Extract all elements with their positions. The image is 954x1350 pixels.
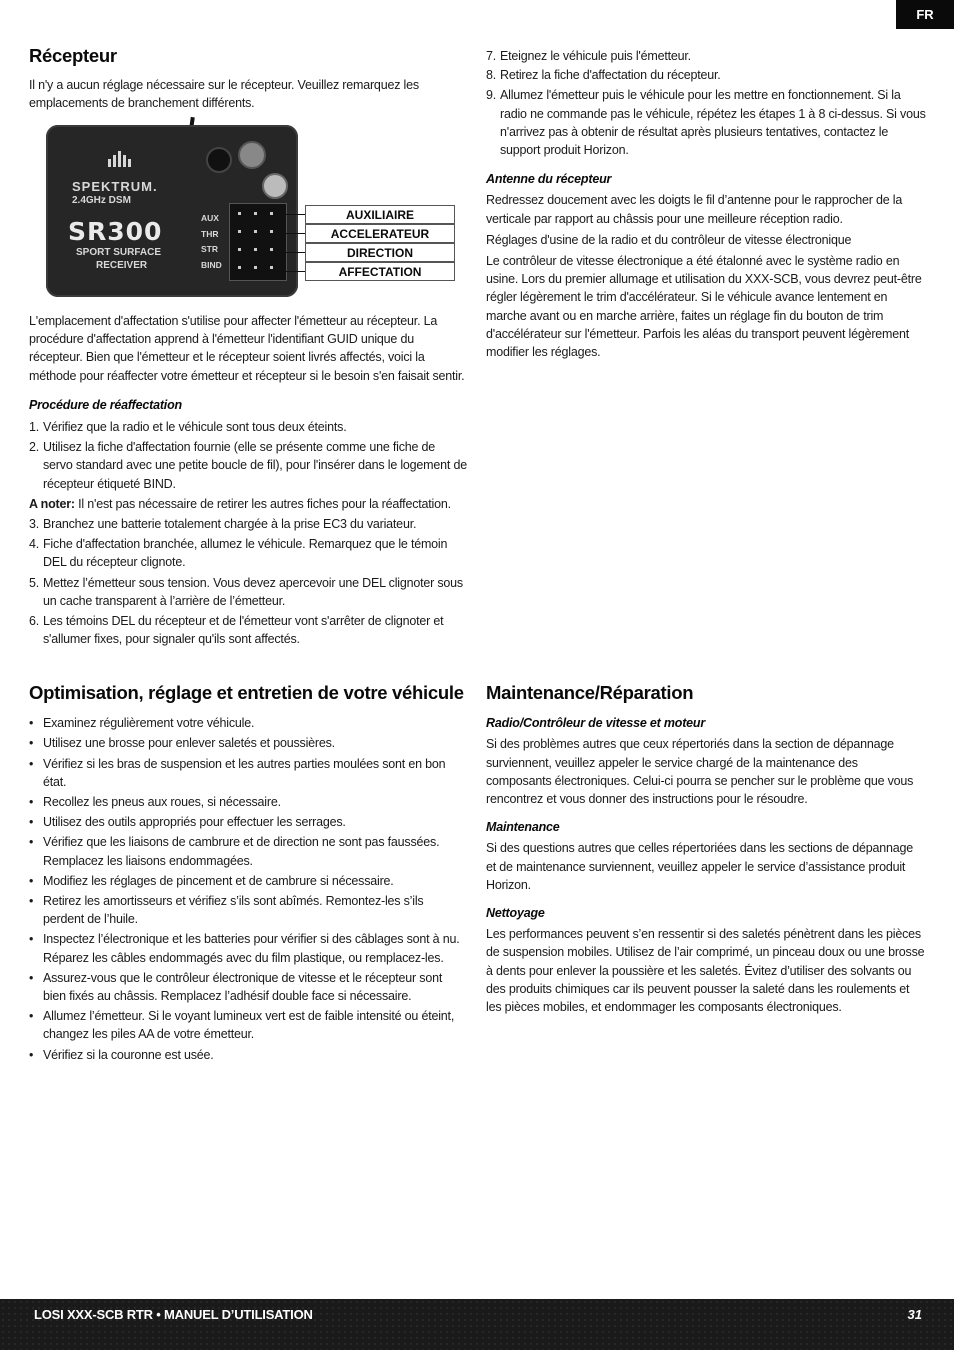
callout-label: AFFECTATION: [305, 262, 455, 281]
list-item: • Allumez l’émetteur. Si le voyant lumineux vert est de faible intensité ou éteint, changez les piles AA de votre émetteur.: [29, 1009, 455, 1042]
note-line: [29, 495, 467, 513]
callout-line: [284, 271, 306, 272]
list-item: • Vérifiez que les liaisons de cambrure et de direction ne sont pas faussées. Remplacez les liaisons endommagées.: [29, 835, 440, 868]
receiver-model: SR300: [68, 217, 163, 246]
receiver-figure: [40, 117, 460, 302]
maintenance-subtitle: Maintenance: [486, 820, 560, 835]
antenna-paragraph: Redressez doucement avec les doigts le fil d’antenne pour le rapprocher de la verticale par rapport au châssis pour une meilleure réception radio.: [486, 193, 903, 226]
list-item: • Modifiez les réglages de pincement et de cambrure si nécessaire.: [29, 873, 394, 888]
bind-section: [29, 312, 467, 648]
maintenance-title: Maintenance/Réparation: [486, 682, 694, 703]
led-icon: [206, 147, 232, 173]
radio-esc-paragraph: Si des problèmes autres que ceux répertoriés dans la section de dépannage surviennent, veuillez appeler le service chargé de la maintenance des composants électroniques. Celui-ci pourra se pencher sur le problème que vous rencontrez et vous donner des instructions pour le résoudre.: [486, 737, 914, 807]
receiver-port-labels: [201, 211, 222, 273]
list-item: 3. Branchez une batterie totalement chargée à la prise EC3 du variateur.: [29, 517, 417, 532]
list-item: 4. Fiche d'affectation branchée, allumez le véhicule. Remarquez que le témoin DEL du récepteur clignote.: [29, 537, 448, 570]
list-item: 5. Mettez l’émetteur sous tension. Vous devez apercevoir une DEL clignoter sous un cache transparent à l’arrière de l’émetteur.: [29, 575, 463, 608]
list-item: 1. Vérifiez que la radio et le véhicule sont tous deux éteints.: [29, 420, 347, 435]
note-text: Il n'est pas nécessaire de retirer les autres fiches pour la réaffectation.: [74, 496, 451, 511]
receiver-brand: SPEKTRUM.: [72, 179, 158, 194]
knob-icon: [262, 173, 288, 199]
list-item: • Assurez-vous que le contrôleur électronique de vitesse et le récepteur sont bien fixés au châssis. Remplacez l’adhésif double face si nécessaire.: [29, 970, 443, 1004]
port-label: AUX: [201, 213, 219, 223]
language-tab: FR: [896, 0, 954, 29]
radio-esc-title: Radio/Contrôleur de vitesse et moteur: [486, 716, 706, 731]
receiver-frequency: 2.4GHz DSM: [72, 195, 131, 206]
receiver-subtitle-1: SPORT SURFACE: [76, 247, 162, 258]
note-label: A noter:: [29, 496, 75, 511]
maintenance-paragraph: Si des questions autres que celles répertoriées dans les sections de dépannage et de maintenance surviennent, veuillez appeler le service d’assistance produit Horizon.: [486, 841, 914, 892]
callout-line: [284, 233, 306, 234]
recepteur-intro: Il n'y a aucun réglage nécessaire sur le récepteur. Veuillez remarquez les emplacements de branchement différents.: [29, 78, 419, 111]
page-number: 31: [907, 1307, 922, 1322]
list-item: • Recollez les pneus aux roues, si nécessaire.: [29, 795, 281, 810]
list-item: • Vérifiez si les bras de suspension et les autres parties moulées sont en bon état.: [29, 756, 446, 789]
optimisation-title: Optimisation, réglage et entretien de votre véhicule: [29, 682, 464, 703]
recepteur-section: [29, 47, 467, 113]
receiver-subtitle-2: RECEIVER: [96, 260, 148, 271]
callout-line: [284, 252, 306, 253]
procedure-title: Procédure de réaffectation: [29, 397, 182, 412]
list-item: 2. Utilisez la fiche d'affectation fournie (elle se présente comme une fiche de servo standard avec une petite boucle de fil), pour l'insérer dans le logement de récepteur étiqueté BIND.: [29, 440, 467, 491]
right-top-section: [486, 47, 926, 361]
esc-paragraph: Le contrôleur de vitesse électronique a été étalonné avec le système radio en usine. Lors du premier allumage et utilisation du XXX-SCB, vous devrez peut-être régler légèrement le trim d'accélérateur. Si le véhicule avance lentement en marche avant ou en marche arrière, faites un réglage fin du bouton de trim d'accélérateur sur l'émetteur. Parfois les aléas du transport peuvent légèrement modifier les réglages.: [486, 254, 922, 360]
port-label: BIND: [201, 259, 222, 270]
receiver-pin-header: [229, 203, 287, 281]
footer-title: LOSI XXX-SCB RTR • MANUEL D’UTILISATION: [34, 1307, 313, 1322]
maintenance-section: [486, 684, 926, 1016]
list-item: 7. Eteignez le véhicule puis l'émetteur.: [486, 49, 691, 63]
list-item: • Retirez les amortisseurs et vérifiez s’ils sont abîmés. Remontez-les s’ils perdent de l’huile.: [29, 894, 424, 927]
callout-label: AUXILIAIRE: [305, 205, 455, 224]
port-label: THR: [201, 228, 219, 239]
recepteur-title: Récepteur: [29, 45, 117, 66]
knob-icon: [238, 141, 266, 169]
receiver-image: [46, 125, 298, 297]
list-item: • Inspectez l’électronique et les batteries pour vérifier si des câblages sont à nu. Réparez les câbles endommagés avec du film plastique, ou remplacez-les.: [29, 932, 460, 965]
callout-line: [284, 214, 306, 215]
optimisation-section: [29, 684, 467, 1066]
list-item: • Vérifiez si la couronne est usée.: [29, 1047, 214, 1062]
cleaning-title: Nettoyage: [486, 906, 545, 921]
procedure-steps-end: [486, 47, 926, 159]
antenna-title: Antenne du récepteur: [486, 172, 612, 187]
port-label: STR: [201, 244, 218, 254]
callout-label: ACCELERATEUR: [305, 224, 455, 243]
list-item: 8. Retirez la fiche d'affectation du récepteur.: [486, 68, 721, 83]
callout-label: DIRECTION: [305, 243, 455, 262]
procedure-steps: [29, 418, 467, 493]
list-item: • Examinez régulièrement votre véhicule.: [29, 716, 255, 731]
cleaning-paragraph: Les performances peuvent s’en ressentir si des saletés pénètrent dans les pièces de suspension mobiles. Utilisez de l’air comprimé, un pinceau doux ou une brosse à dents pour enlever la poussière et les saletés. Évitez d’utiliser des solvants ou des produits chimiques car ils peuvent pousser la saleté dans les roulements et les pièces mobiles, et endommager les composants électroniques.: [486, 927, 925, 1015]
list-item: • Utilisez une brosse pour enlever saletés et poussières.: [29, 736, 335, 751]
optimisation-list: [29, 714, 467, 1064]
list-item: 6. Les témoins DEL du récepteur et de l'émetteur vont s'arrêter de clignoter et s'allumer fixes, pour signaler qu'ils sont affectés.: [29, 614, 444, 647]
procedure-steps-continued: [29, 515, 467, 648]
bind-paragraph: L'emplacement d'affectation s'utilise pour affecter l'émetteur au récepteur. La procédure d'affectation apprend à l'émetteur l'identifiant GUID unique du récepteur. Bien que l'émetteur et le récepteur soient livrés affectés, voici la méthode pour réaffecter votre émetteur et récepteur si le besoin s'en faisait sentir.: [29, 314, 465, 383]
list-item: 9. Allumez l'émetteur puis le véhicule pour les mettre en fonctionnement. Si la radio ne commande pas le véhicule, répétez les étapes 1 à 8 ci-dessus. Si vous n'arrivez pas à obtenir de résultat après plusieurs tentatives, contactez le support produit Horizon.: [486, 88, 926, 158]
spektrum-logo-icon: [108, 151, 131, 167]
factory-settings-heading: Réglages d'usine de la radio et du contrôleur de vitesse électronique: [486, 232, 852, 247]
list-item: • Utilisez des outils appropriés pour effectuer les serrages.: [29, 815, 346, 830]
